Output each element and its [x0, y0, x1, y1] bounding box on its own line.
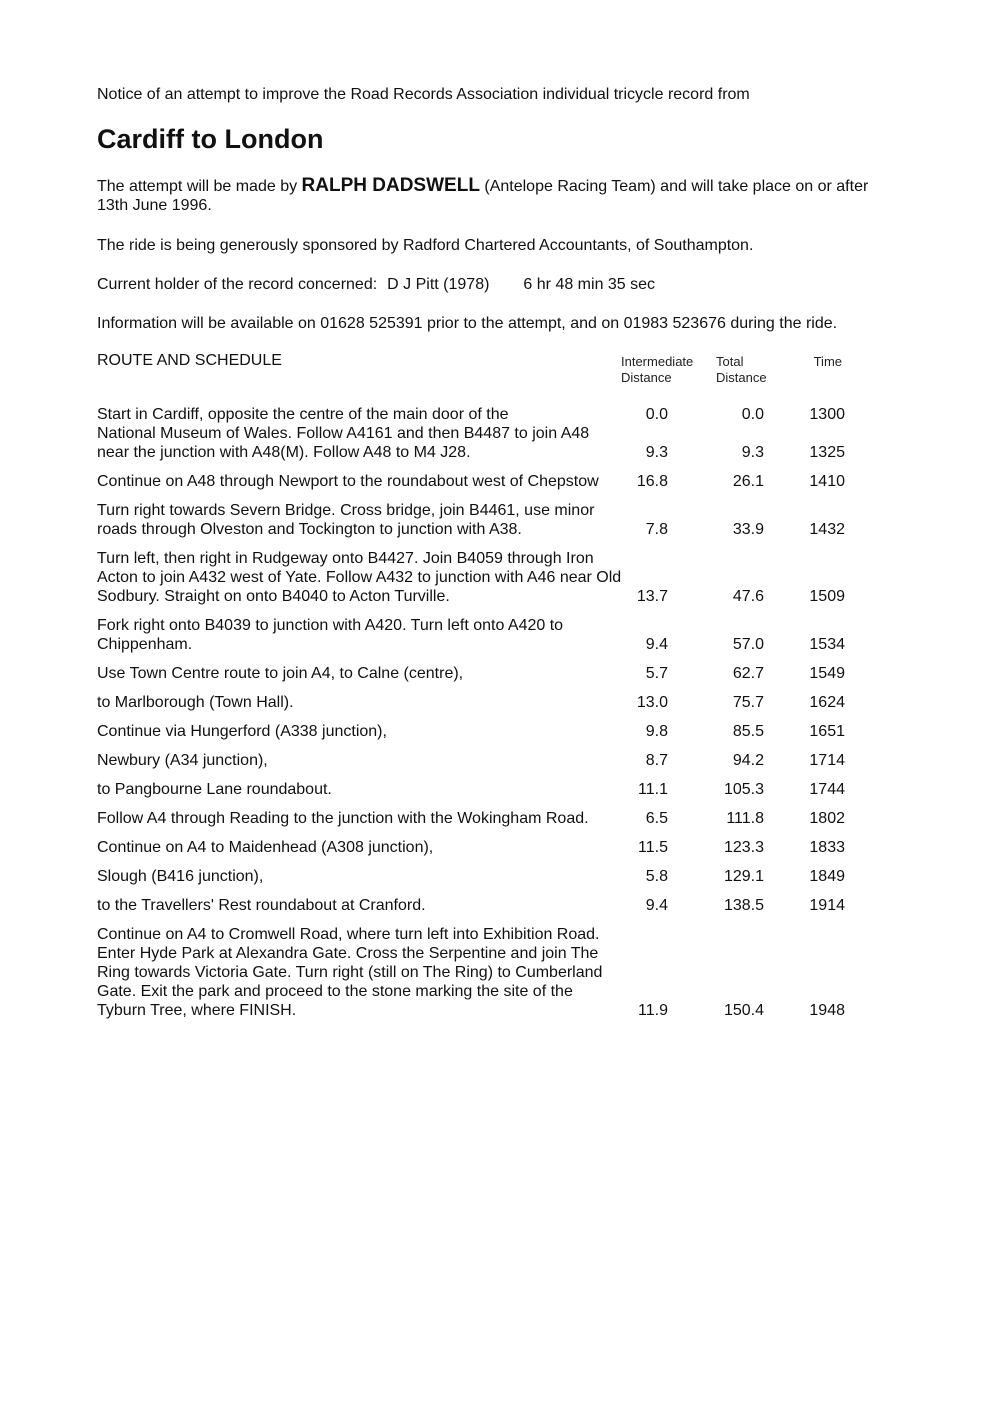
stage-description: Continue on A4 to Maidenhead (A308 junction), [97, 839, 434, 856]
stage-time: 1509 [809, 588, 845, 605]
stage-total-distance: 94.2 [732, 752, 764, 769]
stage-total-distance: 75.7 [732, 694, 764, 711]
attempt-paragraph [97, 176, 887, 215]
stage-description: Slough (B416 junction), [97, 868, 264, 885]
page-title: Cardiff to London [97, 124, 324, 154]
stage-description: Continue on A48 through Newport to the roundabout west of Chepstow [97, 473, 599, 490]
schedule-row [97, 896, 857, 915]
stage-time: 1833 [809, 839, 845, 856]
record-holder: D J Pitt (1978) [387, 276, 490, 293]
stage-total-distance: 150.4 [723, 1002, 764, 1019]
stage-intermediate-distance: 5.8 [645, 868, 668, 885]
stage-time: 1432 [809, 521, 845, 538]
stage-intermediate-distance: 11.9 [638, 1002, 668, 1019]
schedule-row-start [97, 405, 857, 462]
stage-time: 1534 [809, 636, 845, 653]
stage-intermediate-distance: 9.4 [645, 897, 668, 914]
start-time: 1300 [809, 406, 845, 423]
stage-time: 1914 [809, 897, 845, 914]
stage-intermediate-distance: 16.8 [636, 473, 668, 490]
stage-intermediate-distance: 13.7 [636, 588, 668, 605]
column-header-intermediate: Intermediate Distance [621, 354, 694, 385]
schedule-row [97, 549, 857, 606]
stage-description: Turn right towards Severn Bridge. Cross bridge, join B4461, use minor roads through Olveston and Tockington to junction with A38. [97, 502, 595, 538]
route-heading: ROUTE AND SCHEDULE [97, 352, 282, 369]
schedule-row [97, 780, 857, 799]
start-total-distance: 0.0 [741, 406, 764, 423]
stage-intermediate-distance: 7.8 [645, 521, 668, 538]
stage-intermediate-distance: 9.4 [645, 636, 668, 653]
stage-total-distance: 138.5 [723, 897, 764, 914]
schedule-row [97, 867, 857, 886]
sponsor-paragraph: The ride is being generously sponsored by Radford Chartered Accountants, of Southampton. [97, 237, 754, 254]
rider-name: RALPH DADSWELL [301, 175, 480, 196]
info-paragraph: Information will be available on 01628 525391 prior to the attempt, and on 01983 523676 during the ride. [97, 315, 838, 332]
start-line: Start in Cardiff, opposite the centre of the main door of the [97, 406, 509, 423]
record-paragraph [97, 275, 887, 294]
record-label: Current holder of the record concerned: [97, 276, 378, 293]
stage-time: 1849 [809, 868, 845, 885]
stage-total-distance: 62.7 [732, 665, 764, 682]
stage-description: Turn left, then right in Rudgeway onto B4427. Join B4059 through Iron Acton to join A432 west of Yate. Follow A432 to junction with A46 near Old Sodbury. Straight on onto B4040 to Acton Turville. [97, 550, 622, 605]
stage-total-distance: 105.3 [723, 781, 764, 798]
schedule-row [97, 501, 857, 539]
stage-description: Follow A4 through Reading to the junction with the Wokingham Road. [97, 810, 589, 827]
stage-total-distance: 33.9 [732, 521, 764, 538]
schedule-table [97, 405, 887, 1030]
stage-time: 1325 [809, 444, 845, 461]
stage-intermediate-distance: 9.8 [645, 723, 668, 740]
stage-time: 1651 [809, 723, 845, 740]
stage-description: to Marlborough (Town Hall). [97, 694, 294, 711]
intro-text: Notice of an attempt to improve the Road Records Association individual tricycle record from [97, 86, 750, 103]
column-header-time: Time [813, 354, 842, 369]
stage-intermediate-distance: 6.5 [645, 810, 668, 827]
attempt-suffix: (Antelope Racing Team) and will take place on or after 13th June 1996. [97, 178, 869, 214]
stage-time: 1549 [809, 665, 845, 682]
stage-description: Continue on A4 to Cromwell Road, where turn left into Exhibition Road. Enter Hyde Park at Alexandra Gate. Cross the Serpentine and join The Ring towards Victoria Gate. Turn right (still on The Ring) to Cumberland Gate. Exit the park and proceed to the stone marking the site of the Tyburn Tree, where FINISH. [97, 926, 603, 1019]
schedule-row [97, 722, 857, 741]
stage-time: 1948 [809, 1002, 845, 1019]
schedule-row [97, 472, 857, 491]
schedule-row [97, 751, 857, 770]
stage-description: to Pangbourne Lane roundabout. [97, 781, 332, 798]
stage-time: 1714 [809, 752, 845, 769]
stage-total-distance: 111.8 [726, 810, 764, 827]
schedule-row [97, 693, 857, 712]
stage-total-distance: 85.5 [732, 723, 764, 740]
stage-time: 1802 [809, 810, 845, 827]
stage-time: 1744 [809, 781, 845, 798]
stage-total-distance: 129.1 [723, 868, 764, 885]
stage-intermediate-distance: 8.7 [645, 752, 668, 769]
stage-time: 1624 [809, 694, 845, 711]
schedule-row [97, 809, 857, 828]
stage-total-distance: 9.3 [741, 444, 764, 461]
stage-description: Continue via Hungerford (A338 junction), [97, 723, 387, 740]
stage-description: Use Town Centre route to join A4, to Calne (centre), [97, 665, 464, 682]
schedule-row [97, 925, 857, 1020]
stage-intermediate-distance: 5.7 [645, 665, 668, 682]
schedule-row [97, 838, 857, 857]
stage-intermediate-distance: 11.5 [638, 839, 668, 856]
attempt-prefix: The attempt will be made by [97, 178, 302, 195]
stage-total-distance: 47.6 [732, 588, 764, 605]
stage-description: Fork right onto B4039 to junction with A420. Turn left onto A420 to Chippenham. [97, 617, 564, 653]
stage-total-distance: 26.1 [732, 473, 764, 490]
stage-description: Newbury (A34 junction), [97, 752, 268, 769]
stage-total-distance: 123.3 [723, 839, 764, 856]
stage-description: to the Travellers' Rest roundabout at Cranford. [97, 897, 426, 914]
stage-intermediate-distance: 11.1 [638, 781, 668, 798]
schedule-row [97, 664, 857, 683]
record-time: 6 hr 48 min 35 sec [523, 276, 656, 293]
start-intermediate-distance: 0.0 [645, 406, 668, 423]
stage-intermediate-distance: 13.0 [636, 694, 668, 711]
stage-time: 1410 [809, 473, 845, 490]
schedule-row [97, 616, 857, 654]
stage-total-distance: 57.0 [732, 636, 764, 653]
stage-intermediate-distance: 9.3 [645, 444, 668, 461]
start-description: National Museum of Wales. Follow A4161 and then B4487 to join A48 near the junction with A48(M). Follow A48 to M4 J28. [97, 425, 590, 461]
column-header-total: Total Distance [716, 354, 767, 385]
